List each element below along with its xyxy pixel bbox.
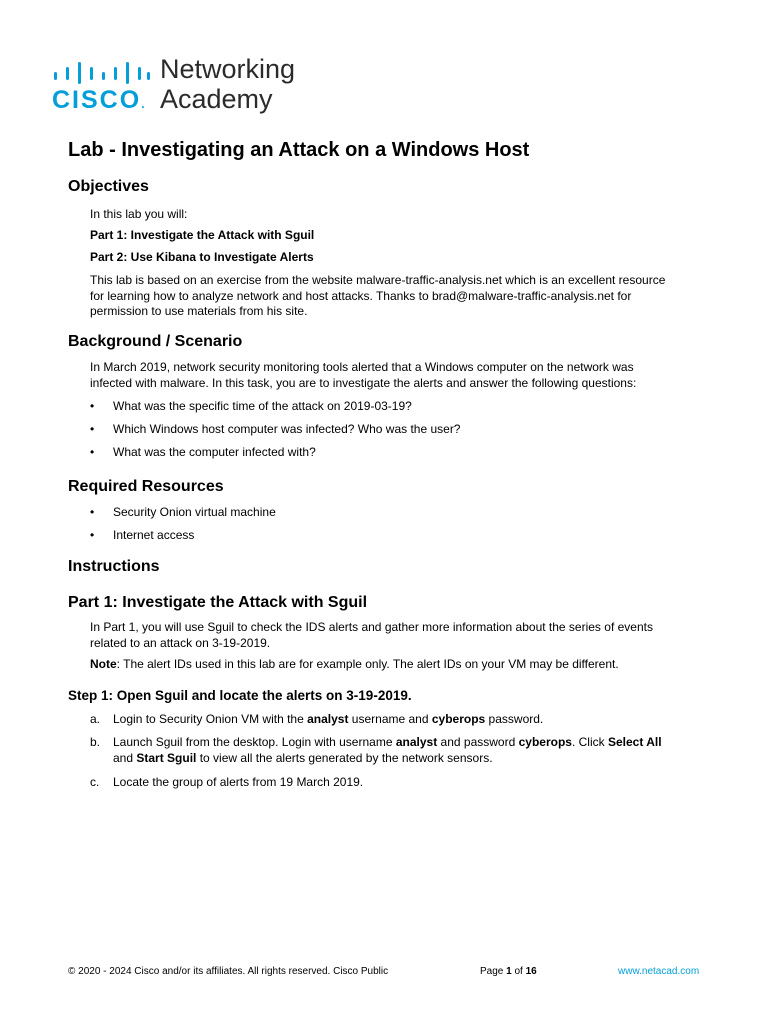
step1-heading: Step 1: Open Sguil and locate the alerts on 3-19-2019. [68,688,412,703]
bullet-text: What was the computer infected with? [113,445,316,459]
instructions-heading: Instructions [68,558,160,575]
objective-part1: Part 1: Investigate the Attack with Sguil [90,228,315,242]
part1-line: related to an attack on 3-19-2019. [90,635,271,650]
objectives-note-line: This lab is based on an exercise from the website malware-traffic-analysis.net which is an excellent resource [90,273,666,287]
logo-academy-text: Academy [160,84,273,114]
footer-copyright: © 2020 - 2024 Cisco and/or its affiliates. All rights reserved. Cisco Public [68,966,389,977]
cisco-wordmark: CISCO. [52,86,147,114]
bullet-text: Internet access [113,528,195,542]
step-text [113,712,710,728]
bullet-icon: • [90,399,95,413]
step-text-line [113,735,710,751]
objectives-note-line: for learning how to analyze network and host attacks. Thanks to brad@malware-traffic-analysis.net for [90,288,632,303]
bullet-icon: • [90,422,95,436]
step-marker: a. [90,712,101,726]
step-text: Locate the group of alerts from 19 March 2019. [113,775,364,789]
background-line: In March 2019, network security monitoring tools alerted that a Windows computer on the network was [90,360,634,374]
step-marker: c. [90,775,100,789]
objectives-intro: In this lab you will: [90,207,188,221]
note-label: Note [90,657,117,671]
step-text-part: password. [485,712,544,726]
bullet-text: Security Onion virtual machine [113,505,276,519]
page-title: Lab - Investigating an Attack on a Windows Host [68,139,530,161]
part1-heading: Part 1: Investigate the Attack with Sguil [68,594,368,611]
step-text-bold: Start Sguil [136,750,197,765]
step-text-part: Login to Security Onion VM with the [113,712,308,726]
step-text [113,735,710,766]
footer-page-number [480,966,537,978]
step-text-bold: cyberops [518,735,572,749]
background-line: infected with malware. In this task, you are to investigate the alerts and answer the following questions: [90,375,637,390]
step-text-bold: analyst [307,712,349,726]
objectives-note [90,273,710,320]
page-current: 1 [506,966,512,977]
step-text-bold: cyberops [431,712,486,726]
step-text-part: username and [348,712,432,726]
page-prefix: Page [480,966,507,977]
step-text-part: to view all the alerts generated by the network sensors. [196,750,493,765]
step-text-line [113,751,710,767]
part1-note [90,657,710,673]
step-text-part: . Click [571,735,608,749]
bullet-text: What was the specific time of the attack on 2019-03-19? [113,399,412,413]
objective-part2: Part 2: Use Kibana to Investigate Alerts [90,250,314,264]
step-text-part: Launch Sguil from the desktop. Login with username [113,735,396,749]
step-text-part: and [113,750,137,765]
step-text-bold: analyst [395,735,438,749]
part1-paragraph [90,620,710,651]
bullet-icon: • [90,528,95,542]
background-heading: Background / Scenario [68,333,243,350]
step-text-part: and password [437,735,519,749]
cisco-bars-icon [52,62,150,84]
background-paragraph [90,360,710,391]
part1-line: In Part 1, you will use Sguil to check the IDS alerts and gather more information about the series of events [90,620,653,634]
logo-networking-text: Networking [160,54,296,84]
footer-website-link[interactable]: www.netacad.com [618,966,700,977]
page-of: of [511,966,526,977]
bullet-icon: • [90,505,95,519]
bullet-text: Which Windows host computer was infected? Who was the user? [113,422,461,436]
bullet-icon: • [90,445,95,459]
objectives-heading: Objectives [68,178,149,195]
objectives-note-line: permission to use materials from his site. [90,304,308,318]
step-text-bold: Select All [607,735,662,749]
resources-heading: Required Resources [68,478,224,495]
page-total: 16 [525,966,537,977]
cisco-networking-academy-logo [52,54,312,118]
step-marker: b. [90,735,101,749]
note-text: : The alert IDs used in this lab are for example only. The alert IDs on your VM may be different. [116,657,619,671]
